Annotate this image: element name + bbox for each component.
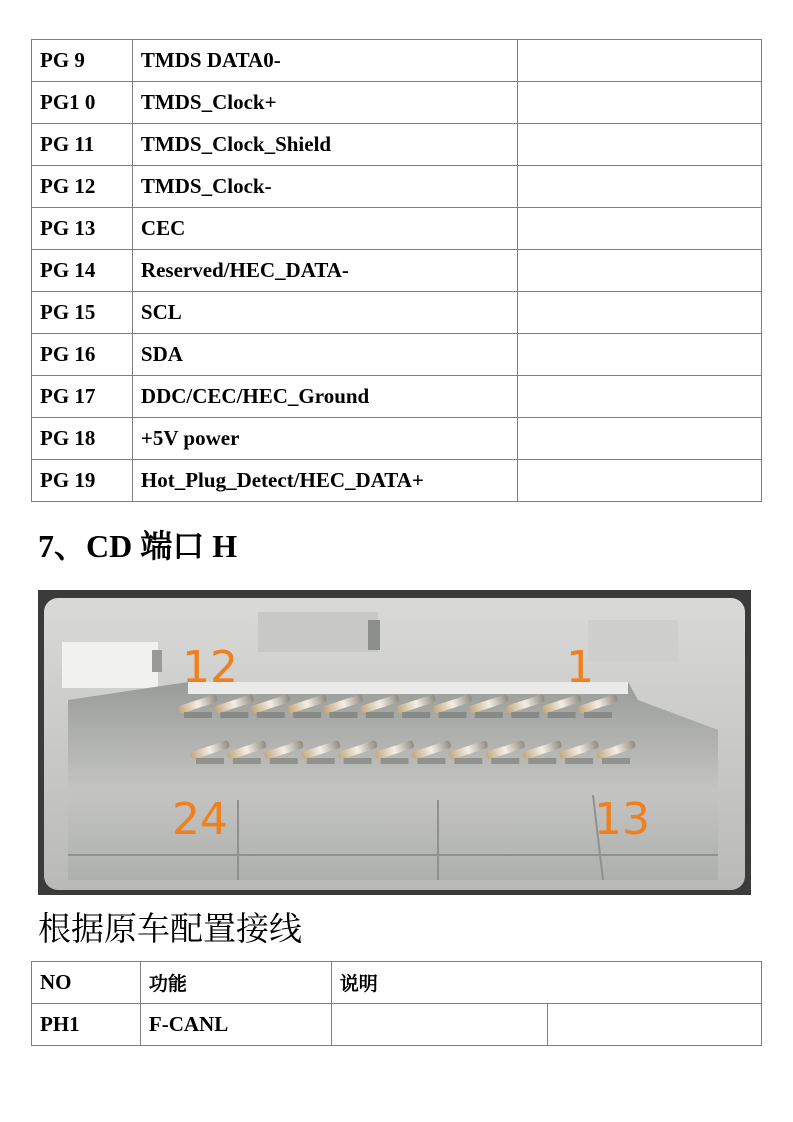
bottom-row-pin-shadow xyxy=(491,758,519,764)
signal-cell: TMDS_Clock_Shield xyxy=(132,124,517,166)
pin-row xyxy=(32,292,762,334)
port-h-row xyxy=(32,1004,762,1046)
pin-label-12: 12 xyxy=(182,642,238,693)
pin-cell: PG 13 xyxy=(32,208,133,250)
top-row-pin-shadow xyxy=(402,712,430,718)
note-cell xyxy=(517,292,761,334)
pin-table-body xyxy=(32,40,762,502)
bottom-row-pin-shadow xyxy=(307,758,335,764)
pin-row xyxy=(32,40,762,82)
pin-cell: PG 11 xyxy=(32,124,133,166)
no-cell: PH1 xyxy=(32,1004,141,1046)
pin-row xyxy=(32,376,762,418)
note-cell xyxy=(517,208,761,250)
pin-row xyxy=(32,82,762,124)
extra-cell xyxy=(548,1004,762,1046)
bottom-row-pin-shadow xyxy=(196,758,224,764)
pin-cell: PG 18 xyxy=(32,418,133,460)
function-cell: F-CANL xyxy=(140,1004,331,1046)
note-cell xyxy=(517,460,761,502)
bottom-row-pin-shadow xyxy=(528,758,556,764)
top-row-pin-shadow xyxy=(329,712,357,718)
connector-cavity xyxy=(68,682,718,880)
pin-row xyxy=(32,208,762,250)
pin-row xyxy=(32,124,762,166)
bottom-row-pin-shadow xyxy=(233,758,261,764)
top-row-pin-shadow xyxy=(475,712,503,718)
signal-cell: DDC/CEC/HEC_Ground xyxy=(132,376,517,418)
top-row-pin-shadow xyxy=(366,712,394,718)
bottom-row-pin-shadow xyxy=(344,758,372,764)
note-cell xyxy=(517,166,761,208)
bottom-row-pin-shadow xyxy=(417,758,445,764)
header-function: 功能 xyxy=(140,962,331,1004)
description-cell xyxy=(331,1004,548,1046)
pin-row xyxy=(32,166,762,208)
pin-label-13: 13 xyxy=(594,794,650,845)
pin-row xyxy=(32,418,762,460)
signal-cell: CEC xyxy=(132,208,517,250)
bottom-row-pin-shadow xyxy=(454,758,482,764)
pin-label-1: 1 xyxy=(566,642,594,693)
pin-cell: PG 16 xyxy=(32,334,133,376)
pin-row xyxy=(32,460,762,502)
bottom-row-pin-shadow xyxy=(270,758,298,764)
pin-table xyxy=(31,39,762,502)
signal-cell: Reserved/HEC_DATA- xyxy=(132,250,517,292)
top-row-pin-shadow xyxy=(511,712,539,718)
signal-cell: Hot_Plug_Detect/HEC_DATA+ xyxy=(132,460,517,502)
top-row-pin-shadow xyxy=(439,712,467,718)
port-h-table-header xyxy=(32,962,762,1004)
top-row-pin-shadow xyxy=(184,712,212,718)
section-heading: 7、CD 端口 H xyxy=(38,528,238,564)
pin-cell: PG 15 xyxy=(32,292,133,334)
top-row-pin-shadow xyxy=(584,712,612,718)
top-row-pin-shadow xyxy=(257,712,285,718)
signal-cell: SCL xyxy=(132,292,517,334)
note-cell xyxy=(517,250,761,292)
pin-cell: PG1 0 xyxy=(32,82,133,124)
top-row-pin-shadow xyxy=(293,712,321,718)
top-row-pin-shadow xyxy=(220,712,248,718)
signal-cell: TMDS DATA0- xyxy=(132,40,517,82)
pin-row xyxy=(32,250,762,292)
pin-cell: PG 14 xyxy=(32,250,133,292)
header-description: 说明 xyxy=(331,962,761,1004)
connector-illustration xyxy=(38,590,751,895)
header-no: NO xyxy=(32,962,141,1004)
bottom-row-pin-shadow xyxy=(381,758,409,764)
note-cell xyxy=(517,334,761,376)
signal-cell: SDA xyxy=(132,334,517,376)
note-cell xyxy=(517,82,761,124)
signal-cell: +5V power xyxy=(132,418,517,460)
note-cell xyxy=(517,124,761,166)
note-cell xyxy=(517,40,761,82)
pin-cell: PG 9 xyxy=(32,40,133,82)
connector-photo xyxy=(38,590,751,895)
wiring-note: 根据原车配置接线 xyxy=(38,909,302,948)
bottom-row-pin-shadow xyxy=(565,758,593,764)
bottom-row-pin-shadow xyxy=(602,758,630,764)
note-cell xyxy=(517,418,761,460)
top-row-pin-shadow xyxy=(548,712,576,718)
port-h-table xyxy=(31,961,762,1046)
pin-label-24: 24 xyxy=(172,794,228,845)
port-h-table-body xyxy=(32,1004,762,1046)
signal-cell: TMDS_Clock+ xyxy=(132,82,517,124)
note-cell xyxy=(517,376,761,418)
pin-row xyxy=(32,334,762,376)
pin-cell: PG 12 xyxy=(32,166,133,208)
pin-cell: PG 19 xyxy=(32,460,133,502)
signal-cell: TMDS_Clock- xyxy=(132,166,517,208)
pin-cell: PG 17 xyxy=(32,376,133,418)
